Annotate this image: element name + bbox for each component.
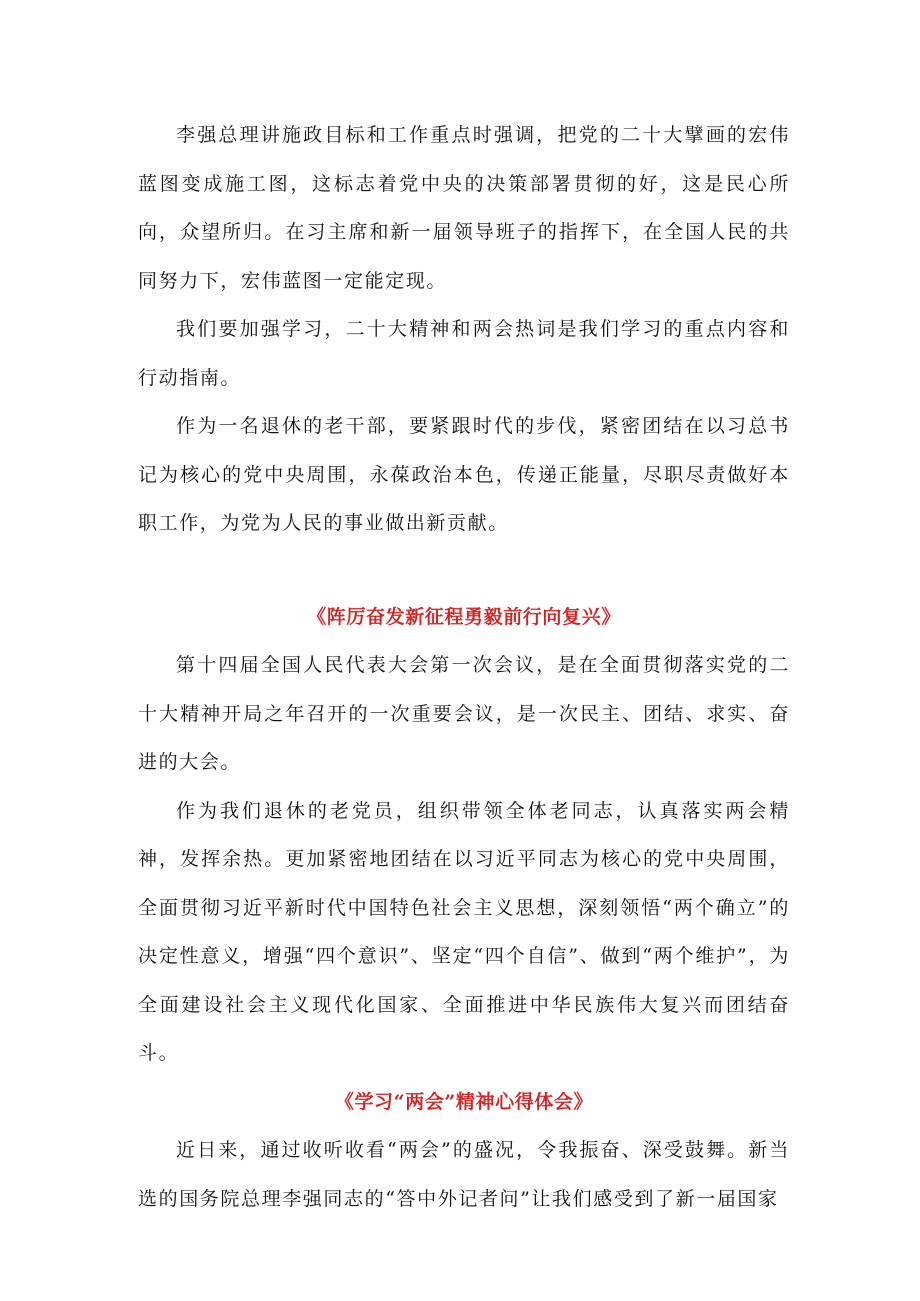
document-body xyxy=(138,111,790,1223)
intro-paragraph-1: 李强总理讲施政目标和工作重点时强调，把党的二十大擘画的宏伟蓝图变成施工图，这标志着党中央的决策部署贯彻的好，这是民心所向，众望所归。在习主席和新一届领导班子的指挥下，在全国人民的共同努力下，宏伟蓝图一定能定现。 xyxy=(138,124,790,292)
section-1-paragraph-1: 第十四届全国人民代表大会第一次会议，是在全面贯彻落实党的二十大精神开局之年召开的一次重要会议，是一次民主、团结、求实、奋进的大会。 xyxy=(138,654,790,773)
section-1-title: 《阵厉奋发新征程勇毅前行向复兴》 xyxy=(307,605,621,628)
section-2-paragraph-1: 近日来，通过收听收看“两会”的盛况，令我振奋、深受鼓舞。新当选的国务院总理李强同志的“答中外记者问”让我们感受到了新一届国家 xyxy=(138,1139,790,1210)
intro-paragraph-3: 作为一名退休的老干部，要紧跟时代的步伐，紧密团结在以习总书记为核心的党中央周围，永葆政治本色，传递正能量，尽职尽责做好本职工作，为党为人民的事业做出新贡献。 xyxy=(138,415,790,534)
section-2-title: 《学习“两会”精神心得体会》 xyxy=(334,1090,594,1113)
section-1-paragraph-2: 作为我们退休的老党员，组织带领全体老同志，认真落实两会精神，发挥余热。更加紧密地团结在以习近平同志为核心的党中央周围，全面贯彻习近平新时代中国特色社会主义思想，深刻领悟“两个确立”的决定性意义，增强“四个意识”、坚定“四个自信”、做到“两个维护”，为全面建设社会主义现代化国家、全面推进中华民族伟大复兴而团结奋斗。 xyxy=(138,799,790,1064)
intro-paragraph-2: 我们要加强学习，二十大精神和两会热词是我们学习的重点内容和行动指南。 xyxy=(138,318,790,389)
